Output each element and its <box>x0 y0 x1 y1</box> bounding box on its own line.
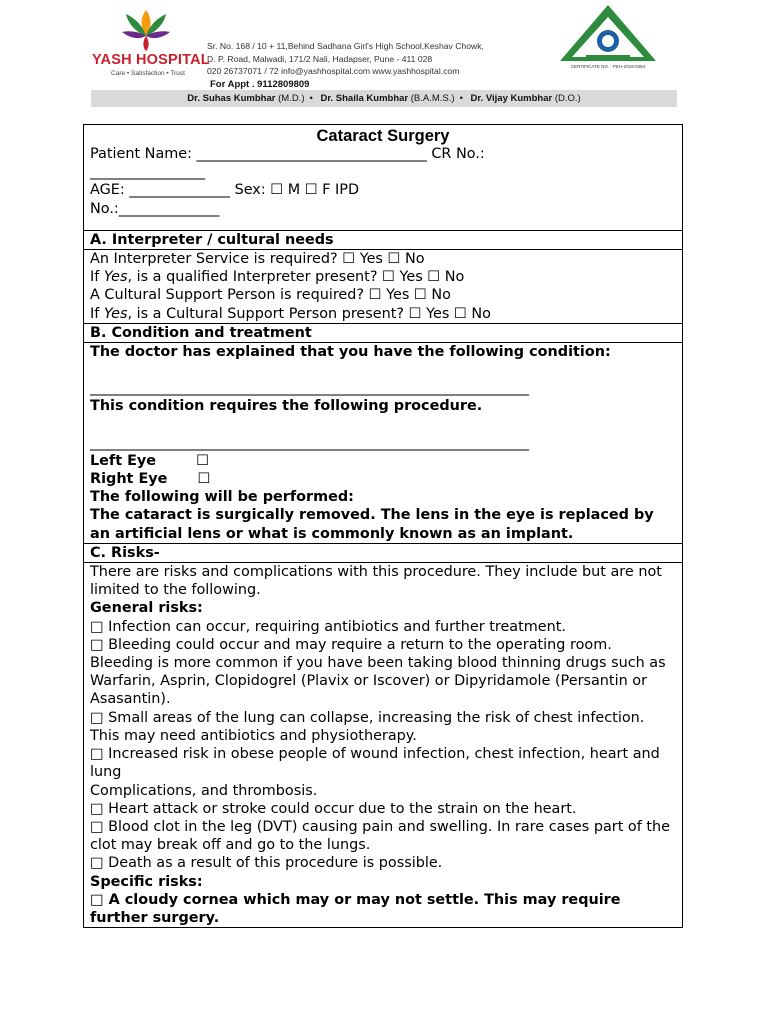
interpreter-present-row: If Yes, is a qualified Interpreter present? ☐ Yes ☐ No <box>90 269 465 286</box>
specific-risk-item: □ A cloudy cornea which may or may not settle. This may require further surgery. <box>90 891 621 926</box>
condition-text: The doctor has explained that you have the following condition: <box>90 344 611 361</box>
contact-line: 020 26737071 / 72 info@yashhospital.com www.yashhospital.com <box>207 66 460 76</box>
certificate-number: CERTIFICATE NO. : PEH-2019-0364 <box>570 64 646 69</box>
cr-number-field: ________________ <box>90 164 206 181</box>
section-a-body <box>84 250 682 324</box>
form-header <box>84 125 682 231</box>
performed-label: The following will be performed: <box>90 489 354 506</box>
cultural-support-present-row: If Yes, is a Cultural Support Person present? ☐ Yes ☐ No <box>90 305 491 322</box>
appointment-number: For Appt . 9112809809 <box>210 79 310 90</box>
doctor-degree: (B.A.M.S.) <box>410 93 455 104</box>
hospital-tagline: Care • Satisfaction • Trust <box>111 70 185 77</box>
ipd-number-field: No.:______________ <box>90 200 220 217</box>
risk-item: □ Increased risk in obese people of wound infection, chest infection, heart and lung <box>90 746 660 781</box>
lotus-logo-icon <box>116 6 176 52</box>
patient-name-row: Patient Name: ________________________________ CR No.: <box>90 146 485 162</box>
right-eye-checkbox[interactable]: Right Eye ☐ <box>90 471 211 488</box>
consent-form <box>83 124 683 928</box>
procedure-description: The cataract is surgically removed. The lens in the eye is replaced by an artificial lens or what is commonly known as an implant. <box>90 507 654 542</box>
risk-item: □ Bleeding could occur and may require a return to the operating room. <box>90 636 612 653</box>
address-line: Sr. No. 168 / 10 + 11,Behind Sadhana Girl's High School,Keshav Chowk, <box>207 41 484 51</box>
doctor-name: Dr. Suhas Kumbhar <box>187 93 276 104</box>
hospital-address <box>207 40 547 78</box>
doctor-bar: Dr. Suhas Kumbhar (M.D.) • Dr. Shaila Kumbhar (B.A.M.S.) • Dr. Vijay Kumbhar (D.O.) <box>91 90 677 107</box>
cultural-support-required-row: A Cultural Support Person is required? ☐ Yes ☐ No <box>90 287 451 304</box>
section-b-heading: B. Condition and treatment <box>84 324 682 343</box>
doctor-degree: (D.O.) <box>554 93 581 104</box>
doctor-degree: (M.D.) <box>278 93 305 104</box>
condition-blank: _____________________________________________________________ <box>90 380 529 397</box>
general-risks-heading: General risks: <box>90 600 203 617</box>
left-eye-checkbox[interactable]: Left Eye ☐ <box>90 452 210 469</box>
section-c-heading: C. Risks- <box>84 544 682 563</box>
risk-item: Complications, and thrombosis. <box>90 782 318 799</box>
section-a-heading: A. Interpreter / cultural needs <box>84 231 682 250</box>
doctor-name: Dr. Vijay Kumbhar <box>470 93 553 104</box>
risk-item: □ Heart attack or stroke could occur due to the strain on the heart. <box>90 800 577 817</box>
nabh-seal-icon <box>556 3 660 65</box>
interpreter-required-row: An Interpreter Service is required? ☐ Yes ☐ No <box>90 251 425 268</box>
letterhead <box>0 0 768 112</box>
hospital-logo <box>92 6 210 77</box>
risk-item: Bleeding is more common if you have been taking blood thinning drugs such as Warfarin, Asprin, Clopidogrel (Plavix or Iscover) or Dipyridamole (Persantin or Asasantin). <box>90 655 666 708</box>
procedure-text: This condition requires the following procedure. <box>90 398 483 415</box>
hospital-name: YASH HOSPITAL <box>92 52 210 68</box>
risk-item: □ Infection can occur, requiring antibiotics and further treatment. <box>90 618 566 635</box>
address-line: D. P. Road, Malwadi, 171/2 Nali, Hadapser, Pune - 411 028 <box>207 53 433 64</box>
age-sex-row: AGE: ______________ Sex: ☐ M ☐ F IPD <box>90 182 360 199</box>
section-c-body <box>84 563 682 927</box>
risk-item: □ Small areas of the lung can collapse, increasing the risk of chest infection. This may need antibiotics and physiotherapy. <box>90 709 645 744</box>
risk-item: □ Blood clot in the leg (DVT) causing pain and swelling. In rare cases part of the clot may break off and go to the lungs. <box>90 818 670 854</box>
specific-risks-heading: Specific risks: <box>90 873 203 890</box>
form-title: Cataract Surgery <box>316 127 450 145</box>
procedure-blank: _____________________________________________________________ <box>90 434 529 451</box>
section-b-body <box>84 343 682 544</box>
doctor-name: Dr. Shaila Kumbhar <box>320 93 409 104</box>
risks-intro: There are risks and complications with this procedure. They include but are not limited to the following. <box>90 564 662 599</box>
risk-item: □ Death as a result of this procedure is possible. <box>90 855 443 872</box>
